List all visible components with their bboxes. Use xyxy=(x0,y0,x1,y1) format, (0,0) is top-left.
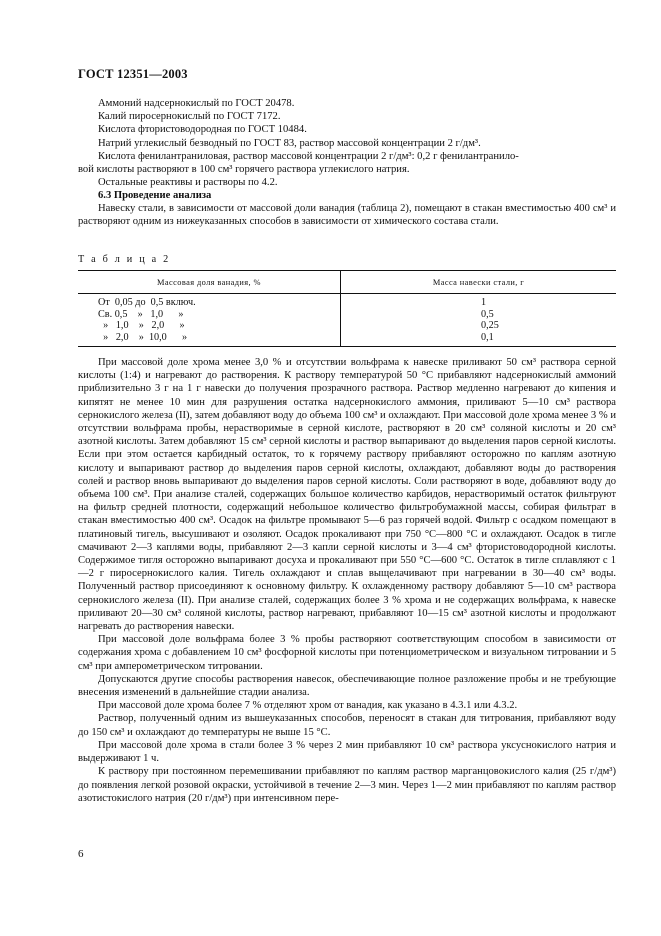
table-cell-mass: 0,25 xyxy=(481,320,499,331)
reagent-line: Натрий углекислый безводный по ГОСТ 83, раствор массовой концентрации 2 г/дм³. xyxy=(98,137,481,149)
sample-masses xyxy=(341,294,617,347)
table-cell-mass: 0,1 xyxy=(481,331,494,343)
reagent-line: Аммоний надсернокислый по ГОСТ 20478. xyxy=(98,98,295,109)
paragraph: При массовой доле хрома менее 3,0 % и отсутствии вольфрама к навеске приливают 50 см³ раствора серной кислоты (1:4) и нагревают до растворения. К раствору температурой 50 °С прибавляют надсернокислый аммоний приблизительно 3 г на 1 г навески до получения прозрачного раствора. Раствор медленно нагревают до кипения и кипятят не менее 10 мин для разрушения остатка надсернокислого аммония, приливают 5—10 см³ раствора сернокислого железа (II), затем добавляют воду до объема 100 см³ и охлаждают. При массовой доле хрома менее 3 % и отсутствии вольфрама пробы, нерастворимые в серной кислоте, растворяют в 20 см³ соляной кислоты и 20 см³ азотной кислоты. Затем добавляют 15 см³ серной кислоты и раствор выпаривают до выделения паров серной кислоты. Если при этом остается карбидный остаток, то к горячему раствору прибавляют осторожно по каплям азотную кислоту и выпаривают раствор до выделения паров серной кислоты, охлаждают, добавляют воды до растворения солей и раствор вновь выпаривают до выделения паров серной кислоты. Соли растворяют в воде, добавляют воду до объема 100 см³. При анализе сталей, содержащих большое количество карбидов, нерастворимый остаток фильтруют на фильтр средней плотности, содержащий небольшое количество фильтробумажной массы, собирая фильтрат в стакан вместимостью 400 см³. Осадок на фильтре промывают 5—6 раз горячей водой. Фильтр с осадком помещают в платиновый тигель, высушивают и озоляют. Осадок прокаливают при 750 °С—800 °С и охлаждают. Осадок в тигле смачивают 2—3 каплями воды, прибавляют 2—3 капли серной кислоты и 3—4 см³ фтористоводородной кислоты. Содержимое тигля осторожно выпаривают досуха и прокаливают при 550 °С—600 °С. Остаток в тигле сплавляют с 1—2 г пиросернокислого калия. Тигель охлаждают и сплав выщелачивают при нагревании в 30—40 см³ воды. Полученный раствор присоединяют к основному фильтру. К охлажденному раствору добавляют 5—10 см³ раствора сернокислого железа (II). При анализе сталей, содержащих более 3 % хрома и не содержащих вольфрама, к навеске приливают 20—30 см³ соляной кислоты, раствор нагревают, прибавляют 10—15 см³ азотной кислоты и продолжают нагревать до растворения навески. xyxy=(78,357,616,633)
vanadium-table xyxy=(78,270,616,347)
column-header-vanadium: Массовая доля ванадия, % xyxy=(78,271,341,294)
reagent-line: вой кислоты растворяют в 100 см³ горячего раствора углекислого натрия. xyxy=(78,164,410,176)
reagent-line: Калий пиросернокислый по ГОСТ 7172. xyxy=(98,111,281,123)
section-6-3 xyxy=(78,189,616,229)
paragraph: Раствор, полученный одним из вышеуказанных способов, переносят в стакан для титрования, прибавляют воду до 150 см³ и охлаждают до температуры не выше 15 °С. xyxy=(78,713,616,738)
table-caption: Т а б л и ц а 2 xyxy=(78,254,171,265)
table-cell-mass: 0,5 xyxy=(481,308,494,320)
document-header: ГОСТ 12351—2003 xyxy=(78,67,188,81)
table-cell-range: » 1,0 » 2,0 » xyxy=(98,320,185,331)
reagent-line: Остальные реактивы и растворы по 4.2. xyxy=(98,177,278,189)
paragraph: При массовой доле вольфрама более 3 % пробы растворяют соответствующим способом в зависимости от содержания хрома с добавлением 10 см³ фосфорной кислоты при потенциометрическом и визуальном титровании и 5 см³ при амперометрическом титровании. xyxy=(78,634,616,672)
paragraph: При массовой доле хрома более 7 % отделяют хром от ванадия, как указано в 4.3.1 или 4.3.2. xyxy=(98,700,518,712)
section-title: 6.3 Проведение анализа xyxy=(98,190,212,201)
paragraph: Допускаются другие способы растворения навесок, обеспечивающие полное разложение пробы и не требующие внесения изменений в дальнейшие стадии анализа. xyxy=(78,673,616,699)
column-header-mass: Масса навески стали, г xyxy=(341,271,617,294)
body-text xyxy=(78,356,616,805)
table-cell-range: » 2,0 » 10,0 » xyxy=(98,331,188,343)
table-cell-mass: 1 xyxy=(481,297,487,308)
table-cell-range: Св. 0,5 » 1,0 » xyxy=(98,308,184,320)
section-intro: Навеску стали, в зависимости от массовой доли ванадия (таблица 2), помещают в стакан вместимостью 400 см³ и растворяют одним из нижеуказанных способов в зависимости от химического состава стали. xyxy=(78,203,616,228)
table-cell-range: От 0,05 до 0,5 включ. xyxy=(98,297,196,308)
reagent-line: Кислота фенилантраниловая, раствор массовой концентрации 2 г/дм³: 0,2 г фенилантранило- xyxy=(98,150,519,162)
paragraph: При массовой доле хрома в стали более 3 % через 2 мин прибавляют 10 см³ раствора уксуснокислого натрия и выдерживают 1 ч. xyxy=(78,739,616,765)
vanadium-ranges xyxy=(78,294,341,347)
reagent-list xyxy=(78,97,616,189)
page-number: 6 xyxy=(78,848,84,860)
reagent-line: Кислота фтористоводородная по ГОСТ 10484. xyxy=(98,124,307,136)
paragraph: К раствору при постоянном перемешивании прибавляют по каплям раствор марганцовокислого калия (25 г/дм³) до появления легкой розовой окраски, устойчивой в течение 2—3 мин. Через 1—2 мин прибавляют по каплям раствор азотистокислого натрия (20 г/дм³) при интенсивном пере- xyxy=(78,766,616,804)
